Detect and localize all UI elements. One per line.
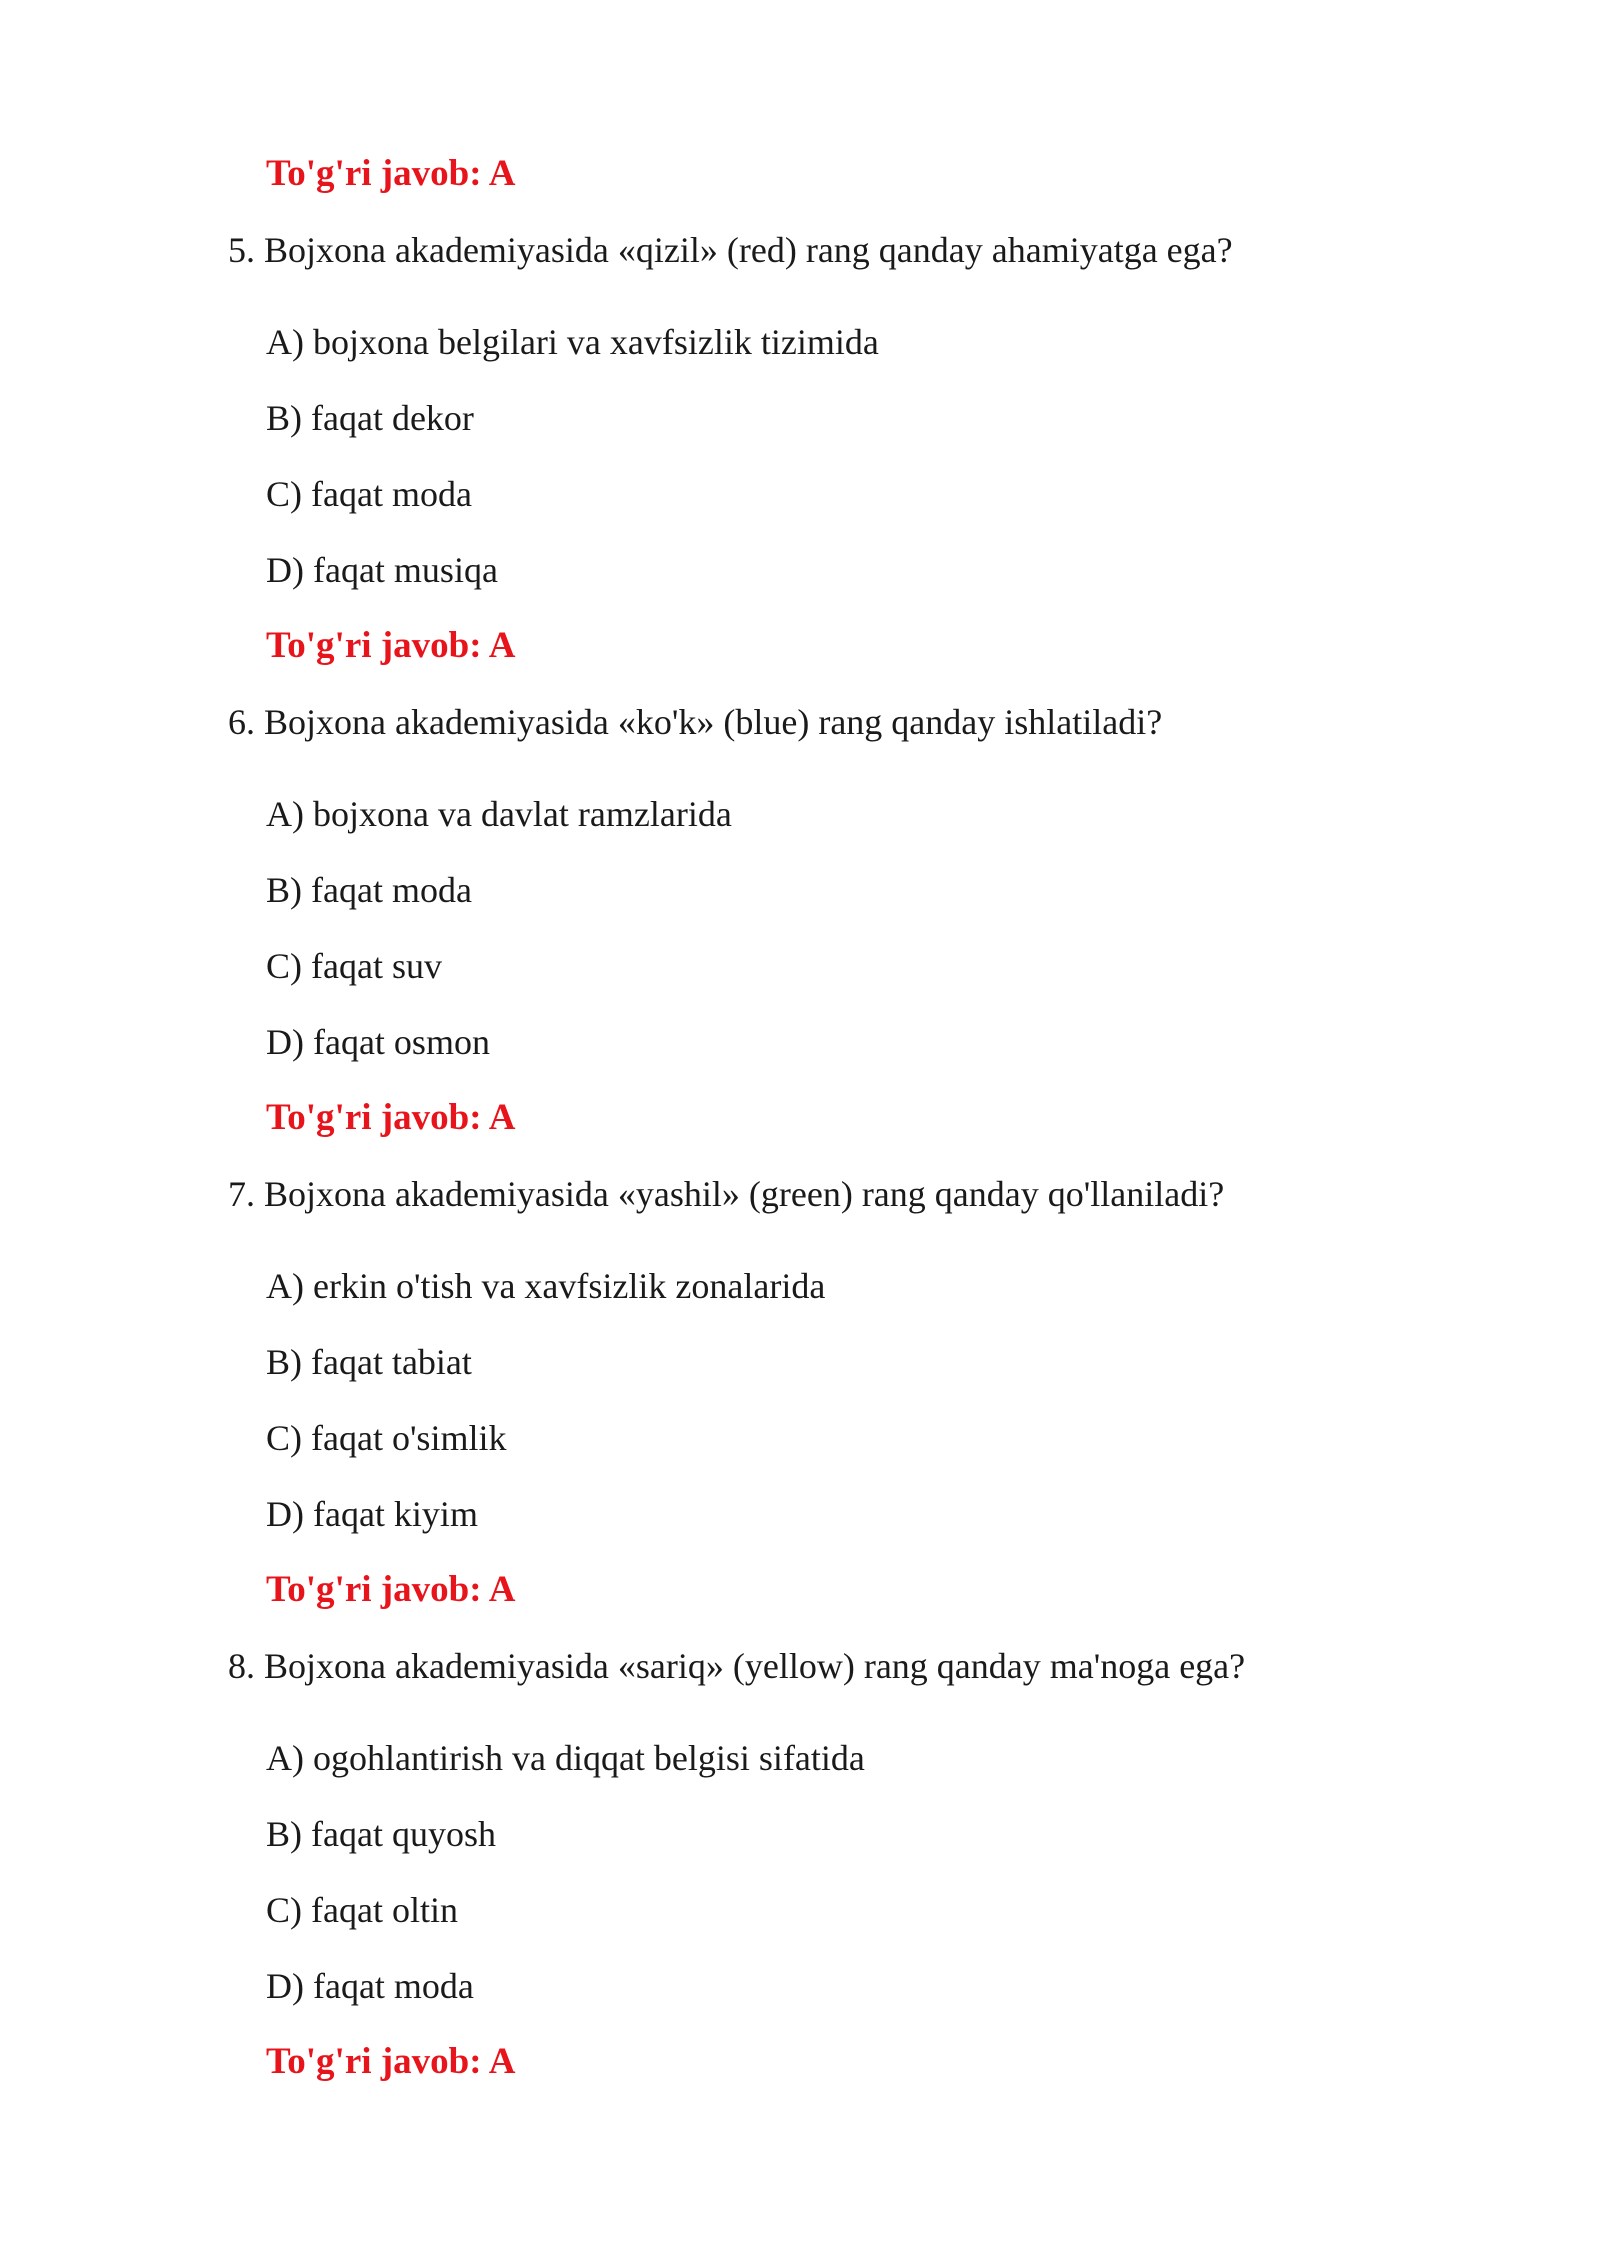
question-text: 6. Bojxona akademiyasida «ko'k» (blue) rang qanday ishlatiladi? bbox=[228, 702, 1163, 742]
question-text: 8. Bojxona akademiyasida «sariq» (yellow) rang qanday ma'noga ega? bbox=[228, 1646, 1246, 1686]
option-d: D) faqat moda bbox=[266, 1966, 474, 2006]
answer-label: To'g'ri javob: A bbox=[266, 1569, 516, 1610]
option-b: B) faqat quyosh bbox=[266, 1814, 496, 1854]
option-a: A) ogohlantirish va diqqat belgisi sifatida bbox=[266, 1738, 865, 1778]
option-b: B) faqat dekor bbox=[266, 398, 474, 438]
option-b: B) faqat moda bbox=[266, 870, 472, 910]
answer-label: To'g'ri javob: A bbox=[266, 153, 516, 194]
option-b: B) faqat tabiat bbox=[266, 1342, 472, 1382]
answer-label: To'g'ri javob: A bbox=[266, 625, 516, 666]
option-c: C) faqat moda bbox=[266, 474, 472, 514]
option-d: D) faqat osmon bbox=[266, 1022, 490, 1062]
option-d: D) faqat musiqa bbox=[266, 550, 498, 590]
option-c: C) faqat o'simlik bbox=[266, 1418, 507, 1458]
option-a: A) erkin o'tish va xavfsizlik zonalarida bbox=[266, 1266, 826, 1306]
option-c: C) faqat oltin bbox=[266, 1890, 458, 1930]
question-text: 5. Bojxona akademiyasida «qizil» (red) rang qanday ahamiyatga ega? bbox=[228, 230, 1233, 270]
option-d: D) faqat kiyim bbox=[266, 1494, 478, 1534]
question-text: 7. Bojxona akademiyasida «yashil» (green) rang qanday qo'llaniladi? bbox=[228, 1174, 1225, 1214]
option-a: A) bojxona va davlat ramzlarida bbox=[266, 794, 732, 834]
answer-label: To'g'ri javob: A bbox=[266, 1097, 516, 1138]
option-c: C) faqat suv bbox=[266, 946, 442, 986]
answer-label: To'g'ri javob: A bbox=[266, 2041, 516, 2082]
option-a: A) bojxona belgilari va xavfsizlik tizimida bbox=[266, 322, 879, 362]
